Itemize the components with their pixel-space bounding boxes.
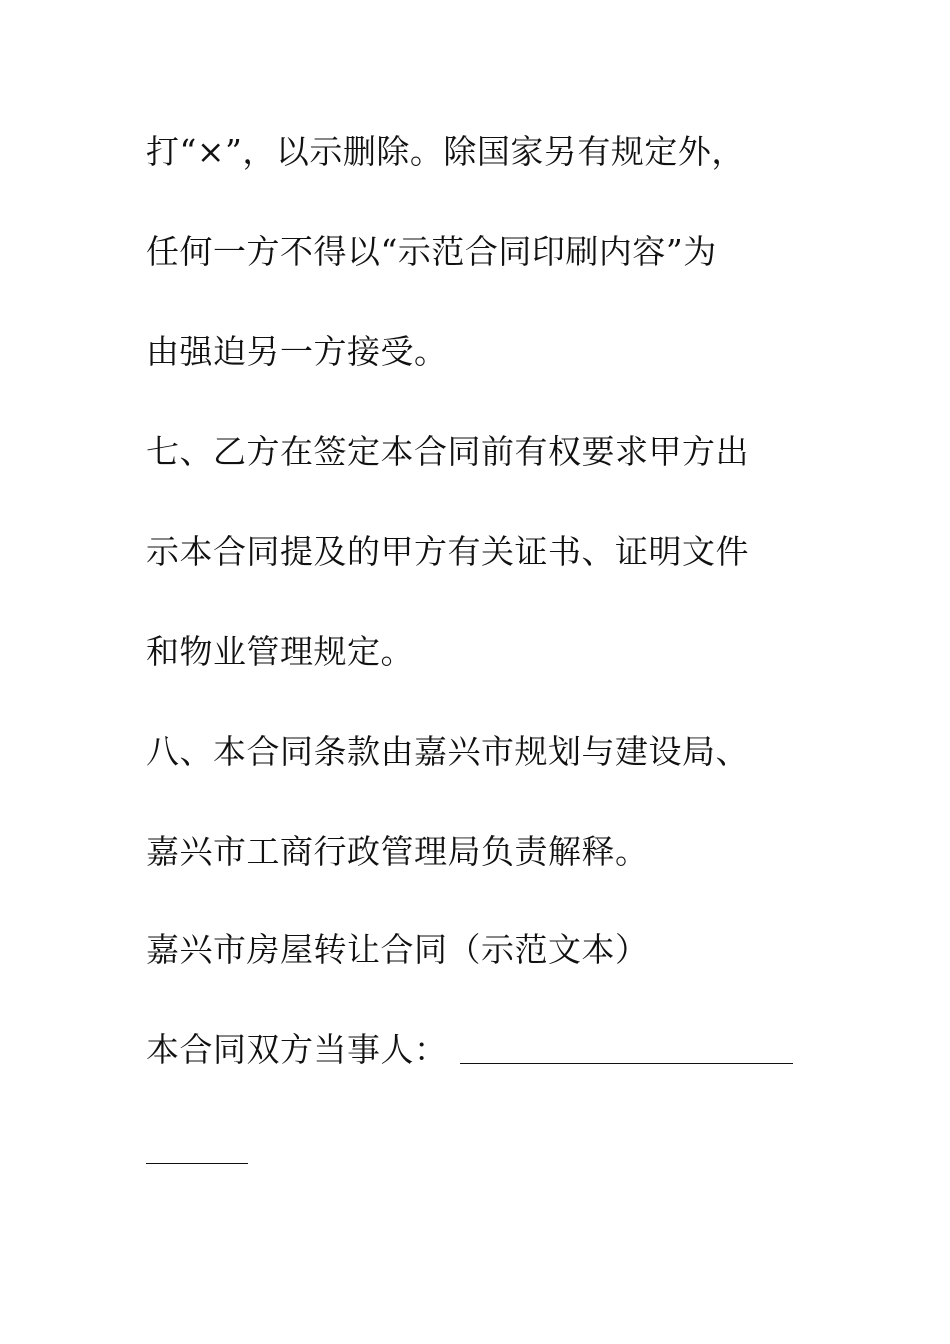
clause-eight-line-2: 嘉兴市工商行政管理局负责解释。 [146,832,649,871]
text-line-1: 打“×”，以示删除。除国家另有规定外， [146,132,745,171]
text-line-2: 任何一方不得以“示范合同印刷内容”为 [146,232,717,271]
contract-title: 嘉兴市房屋转让合同（示范文本） [146,930,649,969]
clause-eight-line-1: 八、本合同条款由嘉兴市规划与建设局、 [146,732,749,771]
clause-seven-line-3: 和物业管理规定。 [146,632,414,671]
parties-blank-underline-continued [146,1163,248,1164]
clause-seven-line-1: 七、乙方在签定本合同前有权要求甲方出 [146,432,749,471]
parties-label: 本合同双方当事人： [146,1030,448,1069]
text-line-3: 由强迫另一方接受。 [146,332,448,371]
clause-seven-line-2: 示本合同提及的甲方有关证书、证明文件 [146,532,749,571]
parties-blank-underline [460,1063,793,1064]
